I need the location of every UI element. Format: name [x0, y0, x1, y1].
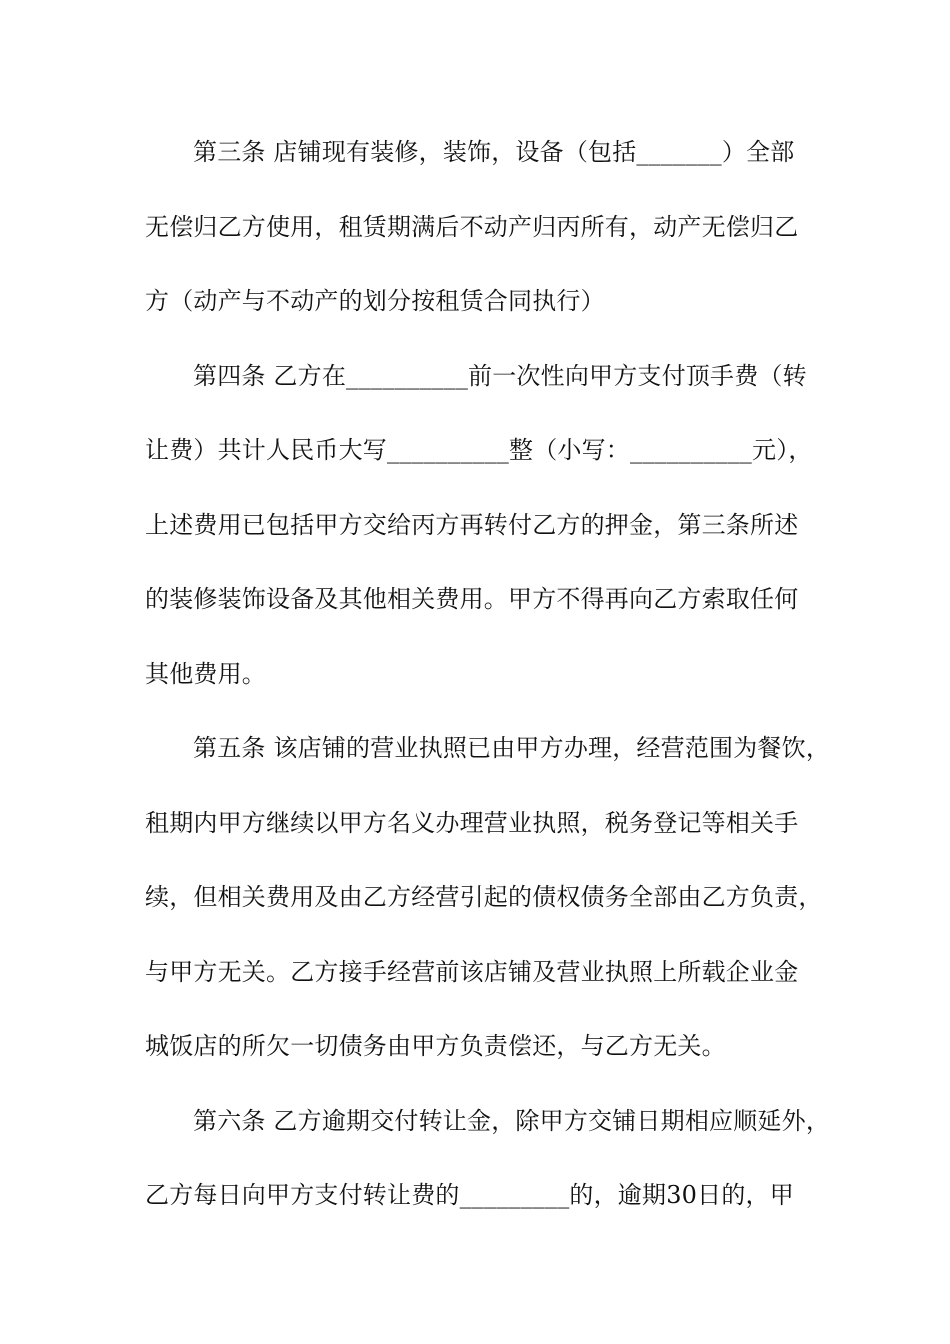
article-5-line-1: 第五条 该店铺的营业执照已由甲方办理，经营范围为餐饮， [193, 734, 831, 762]
article-5-line-5: 城饭店的所欠一切债务由甲方负责偿还，与乙方无关。 [145, 1032, 726, 1060]
article-4-line-3: 上述费用已包括甲方交给丙方再转付乙方的押金，第三条所述 [145, 510, 799, 539]
article-5-line-4: 与甲方无关。乙方接手经营前该店铺及营业执照上所载企业金 [145, 957, 799, 986]
article-4-line-1: 第四条 乙方在__________前一次性向甲方支付顶手费（转 [193, 361, 807, 390]
article-6-line-1: 第六条 乙方逾期交付转让金，除甲方交铺日期相应顺延外， [193, 1106, 831, 1135]
article-5-line-2: 租期内甲方继续以甲方名义办理营业执照，税务登记等相关手 [145, 808, 799, 837]
article-3-line-3: 方（动产与不动产的划分按租赁合同执行） [145, 287, 605, 315]
article-4-line-2: 让费）共计人民币大写__________整（小写：__________元）， [145, 436, 813, 464]
article-5-line-3: 续，但相关费用及由乙方经营引起的债权债务全部由乙方负责， [145, 883, 823, 911]
article-3-line-2: 无偿归乙方使用，租赁期满后不动产归丙所有，动产无偿归乙 [145, 212, 799, 241]
article-4-line-5: 其他费用。 [145, 659, 266, 688]
article-6-line-2: 乙方每日向甲方支付转让费的_________的，逾期30日的，甲 [145, 1181, 794, 1209]
article-4-line-4: 的装修装饰设备及其他相关费用。甲方不得再向乙方索取任何 [145, 585, 799, 613]
document-body [145, 128, 831, 1246]
article-3-line-1: 第三条 店铺现有装修，装饰，设备（包括_______）全部 [193, 138, 795, 166]
